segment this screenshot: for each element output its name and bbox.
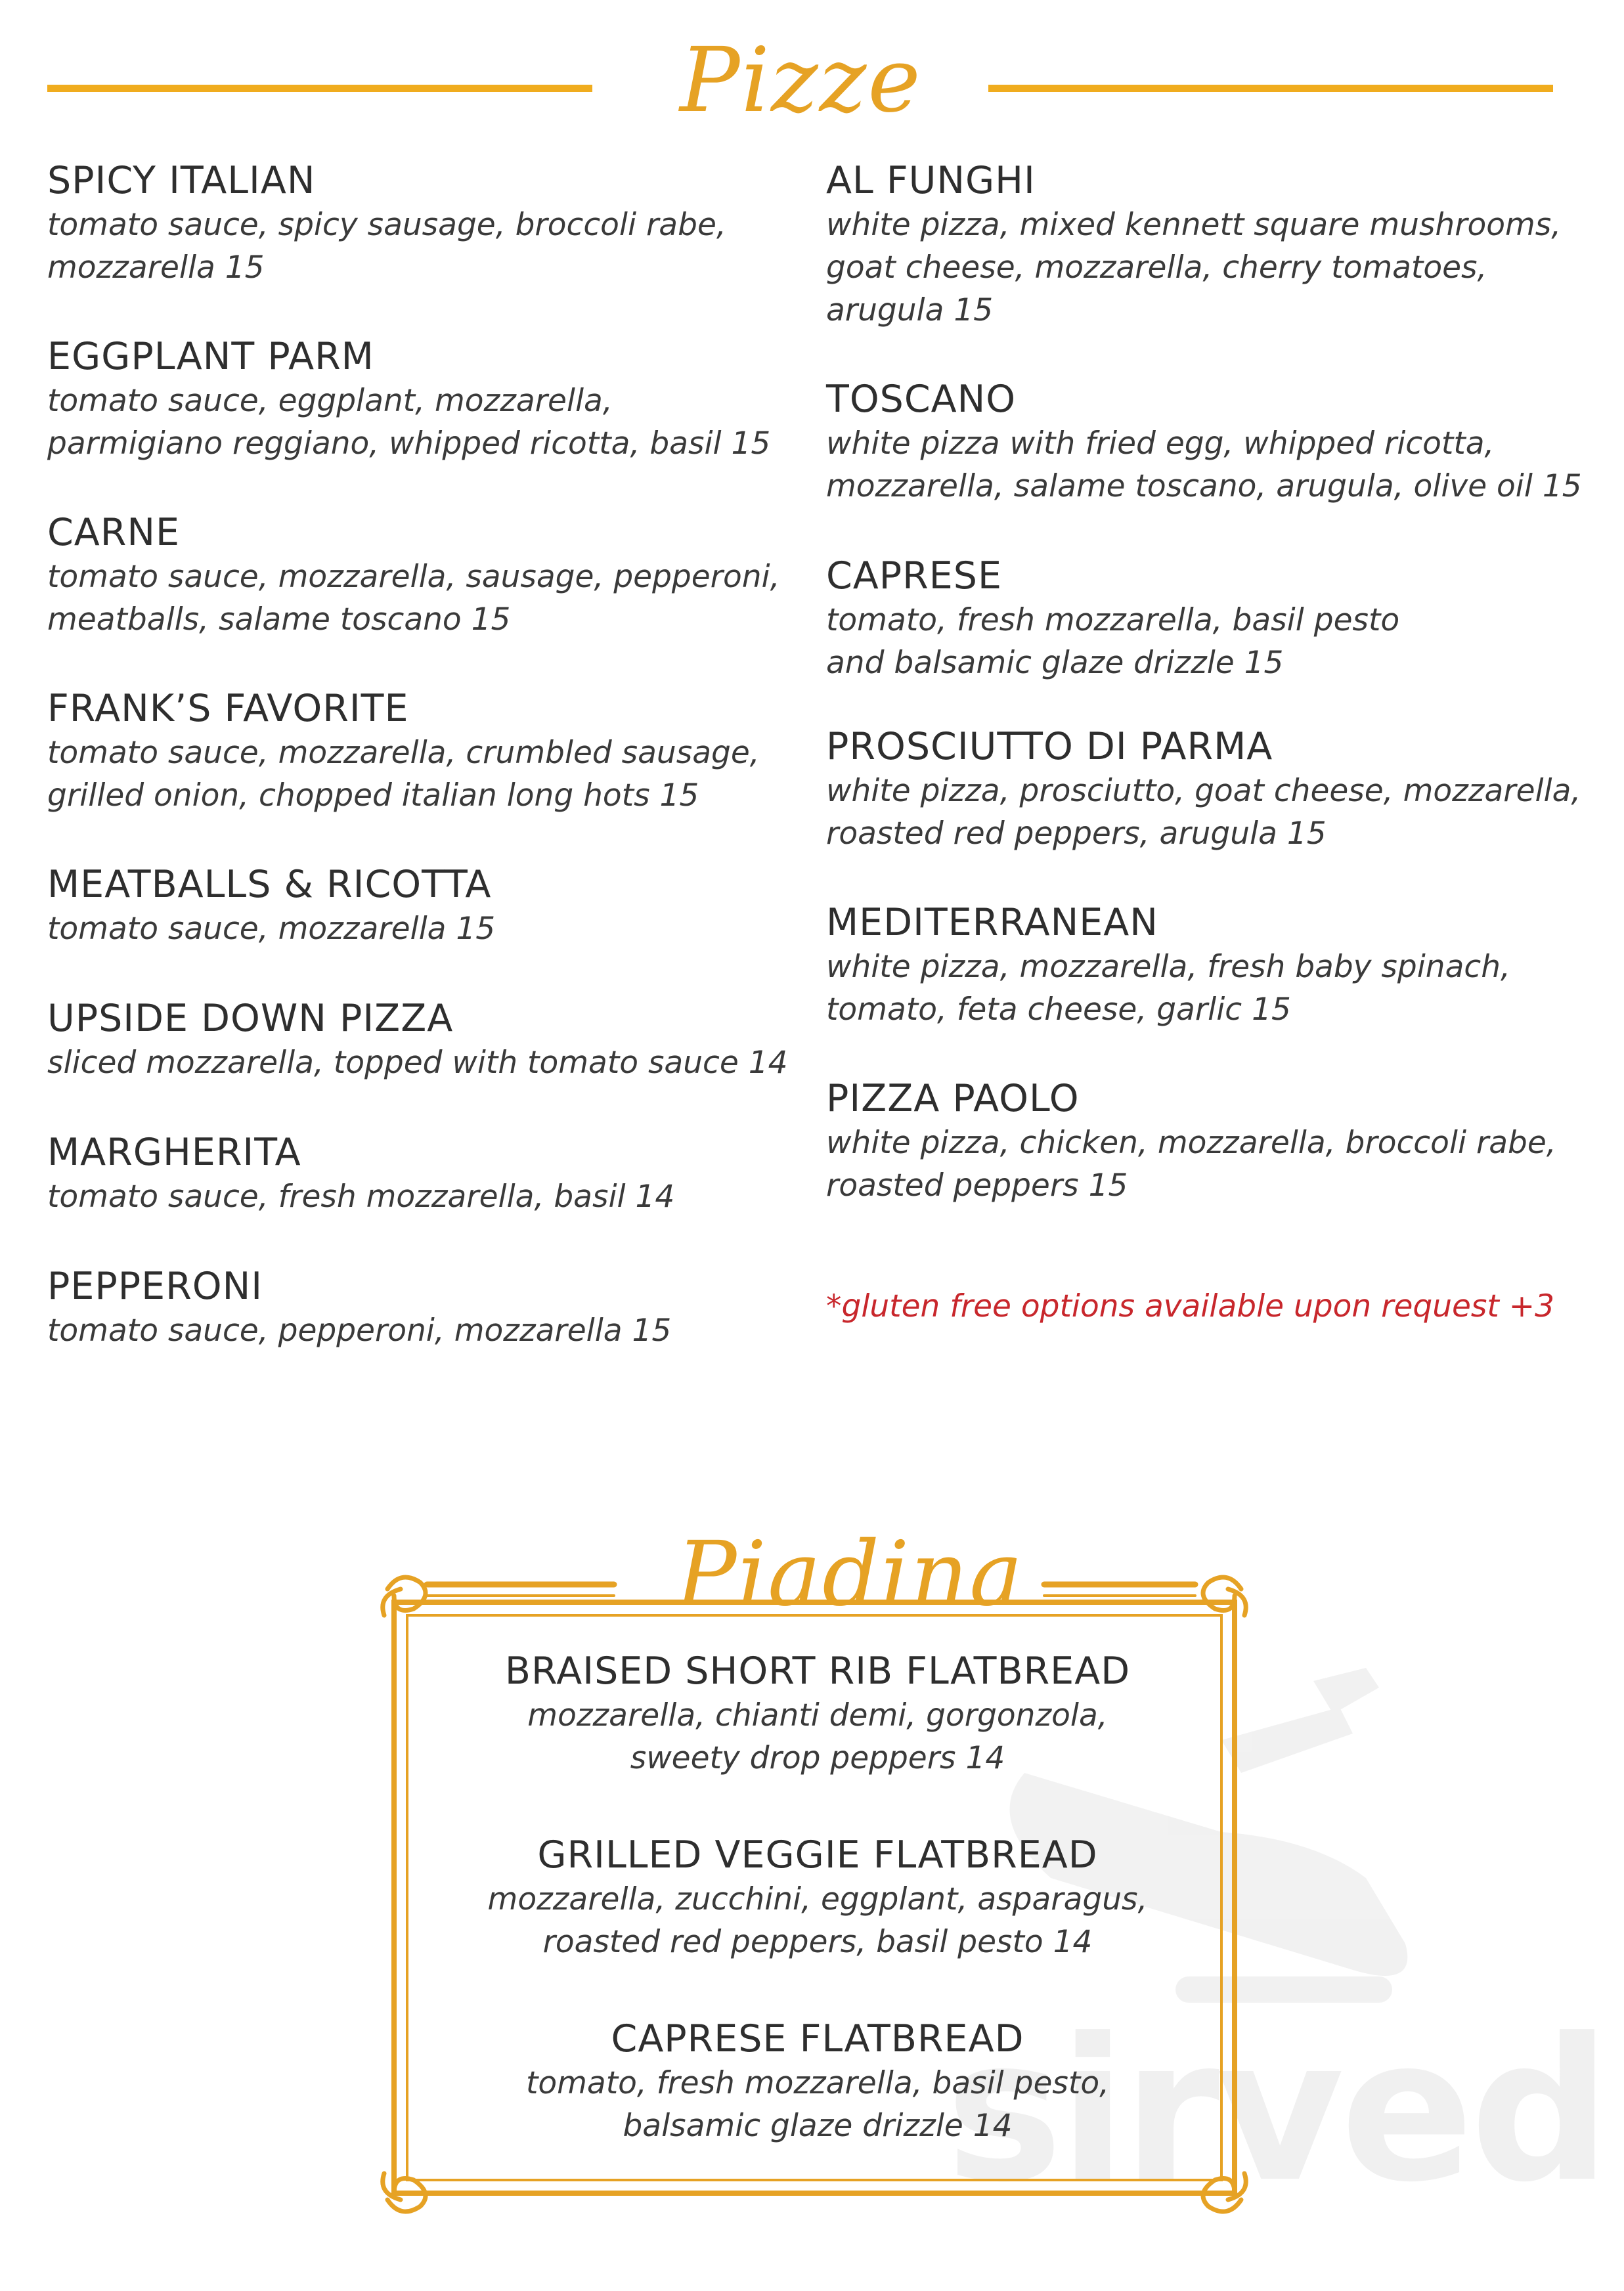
item-name: CAPRESE FLATBREAD xyxy=(611,2017,1024,2061)
item-desc-line: tomato sauce, mozzarella, sausage, pepperoni, xyxy=(47,559,780,595)
item-name: GRILLED VEGGIE FLATBREAD xyxy=(537,1833,1098,1877)
item-desc-line: sweety drop peppers 14 xyxy=(630,1740,1005,1776)
item-name: AL FUNGHI xyxy=(826,159,1036,202)
item-desc-line: white pizza, prosciutto, goat cheese, mozzarella, xyxy=(826,773,1581,809)
item-desc-line: tomato sauce, mozzarella 15 xyxy=(47,911,496,947)
list-item xyxy=(401,2016,1235,2147)
item-name: MARGHERITA xyxy=(47,1131,301,1174)
item-desc-line: white pizza with fried egg, whipped ricotta, xyxy=(826,425,1495,462)
watermark-text: sirved xyxy=(946,1996,1608,2225)
item-name: SPICY ITALIAN xyxy=(47,159,316,202)
pizze-title: Pizze xyxy=(680,29,922,133)
item-desc-line: mozzarella, chianti demi, gorgonzola, xyxy=(527,1697,1108,1734)
item-name: UPSIDE DOWN PIZZA xyxy=(47,997,454,1040)
item-desc-line: tomato sauce, mozzarella, crumbled sausage, xyxy=(47,735,760,771)
item-name: PEPPERONI xyxy=(47,1265,263,1308)
item-name: MEDITERRANEAN xyxy=(826,901,1158,944)
item-name: FRANK’S FAVORITE xyxy=(47,687,409,730)
item-name: PIZZA PAOLO xyxy=(826,1077,1080,1120)
item-desc-line: white pizza, mixed kennett square mushrooms, xyxy=(826,207,1562,243)
item-desc-line: tomato, fresh mozzarella, basil pesto xyxy=(826,602,1400,638)
item-name: BRAISED SHORT RIB FLATBREAD xyxy=(504,1649,1131,1693)
item-desc-line: tomato sauce, pepperoni, mozzarella 15 xyxy=(47,1313,672,1349)
item-desc-line: tomato sauce, eggplant, mozzarella, xyxy=(47,383,613,419)
item-desc-line: tomato sauce, fresh mozzarella, basil 14 xyxy=(47,1179,675,1215)
gluten-free-note: *gluten free options available upon request +3 xyxy=(826,1288,1555,1324)
item-desc-line: balsamic glaze drizzle 14 xyxy=(623,2108,1013,2144)
item-desc-line: roasted red peppers, arugula 15 xyxy=(826,816,1327,852)
item-name: CARNE xyxy=(47,511,181,554)
item-desc-line: roasted peppers 15 xyxy=(826,1167,1128,1204)
item-desc-line: meatballs, salame toscano 15 xyxy=(47,601,511,638)
list-item xyxy=(401,1648,1235,1779)
item-name: MEATBALLS & RICOTTA xyxy=(47,863,492,906)
item-desc-line: arugula 15 xyxy=(826,292,994,328)
item-desc-line: and balsamic glaze drizzle 15 xyxy=(826,645,1284,681)
item-desc-line: white pizza, mozzarella, fresh baby spinach, xyxy=(826,949,1510,985)
item-desc-line: parmigiano reggiano, whipped ricotta, basil 15 xyxy=(47,425,771,462)
list-item xyxy=(401,1832,1235,1963)
item-name: PROSCIUTTO DI PARMA xyxy=(826,725,1273,768)
item-desc-line: goat cheese, mozzarella, cherry tomatoes, xyxy=(826,250,1487,286)
item-desc-line: mozzarella, salame toscano, arugula, olive oil 15 xyxy=(826,468,1582,504)
item-desc-line: mozzarella, zucchini, eggplant, asparagus, xyxy=(487,1881,1148,1917)
item-desc-line: white pizza, chicken, mozzarella, broccoli rabe, xyxy=(826,1125,1556,1161)
item-desc-line: grilled onion, chopped italian long hots 15 xyxy=(47,777,699,814)
item-desc-line: tomato, feta cheese, garlic 15 xyxy=(826,992,1291,1028)
item-desc-line: tomato, fresh mozzarella, basil pesto, xyxy=(525,2065,1110,2101)
item-name: TOSCANO xyxy=(826,378,1017,421)
item-desc-line: mozzarella 15 xyxy=(47,250,265,286)
item-desc-line: tomato sauce, spicy sausage, broccoli rabe, xyxy=(47,207,726,243)
item-desc-line: roasted red peppers, basil pesto 14 xyxy=(542,1924,1093,1960)
item-name: CAPRESE xyxy=(826,554,1002,598)
piadina-title: Piadina xyxy=(676,1523,1024,1626)
item-name: EGGPLANT PARM xyxy=(47,335,374,378)
item-desc-line: sliced mozzarella, topped with tomato sauce 14 xyxy=(47,1045,788,1081)
